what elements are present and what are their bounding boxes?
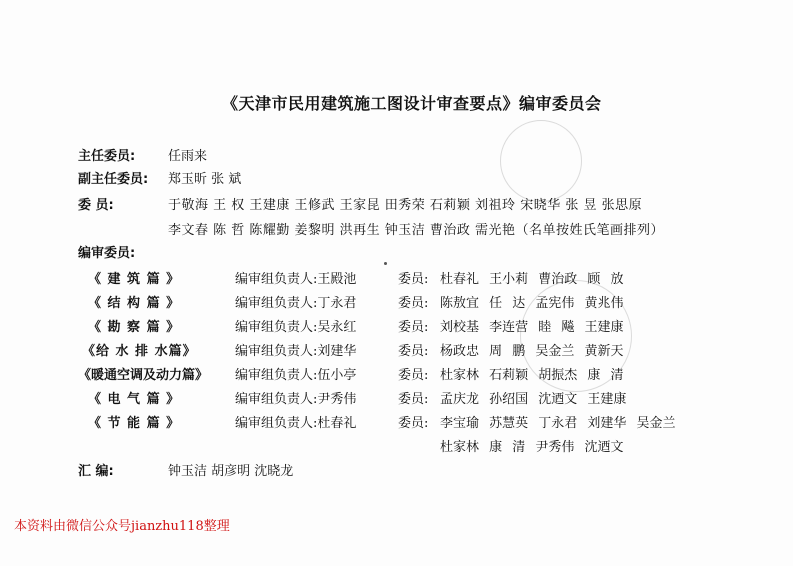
editors-label: 编审委员: xyxy=(78,246,136,261)
vice-director-label: 副主任委员: xyxy=(78,172,149,187)
section-members: 杜春礼 王小莉 曹治政 顾 放 xyxy=(440,272,624,287)
section-head-label: 编审组负责人: xyxy=(235,344,318,359)
section-head xyxy=(235,340,356,359)
section-members-label: 委员: xyxy=(398,344,429,359)
page-title: 《天津市民用建筑施工图设计审查要点》编审委员会 xyxy=(222,94,602,113)
compiler-names: 钟玉洁 胡彦明 沈晓龙 xyxy=(168,464,294,479)
source-note: 本资料由微信公众号jianzhu118整理 xyxy=(14,519,230,534)
section-head xyxy=(235,292,356,311)
section-name: 《 电 气 篇 》 xyxy=(88,392,181,407)
section-name: 《 结 构 篇 》 xyxy=(88,296,181,311)
section-head xyxy=(235,388,356,407)
section-head-label: 编审组负责人: xyxy=(235,296,318,311)
faint-stamp-mark xyxy=(500,120,582,202)
section-members: 陈敖宜 任 达 孟宪伟 黄兆伟 xyxy=(440,296,624,311)
section-head-name: 尹秀伟 xyxy=(317,392,357,407)
committee-label: 委 员: xyxy=(78,198,114,213)
section-head-name: 杜春礼 xyxy=(317,416,357,431)
scan-speck xyxy=(384,262,387,265)
section-members-label: 委员: xyxy=(398,296,429,311)
section-head-name: 丁永君 xyxy=(317,296,357,311)
section-members: 杨政忠 周 鹏 吴金兰 黄新天 xyxy=(440,344,624,359)
section-head xyxy=(235,364,356,383)
section-members-label: 委员: xyxy=(398,368,429,383)
section-name: 《 勘 察 篇 》 xyxy=(88,320,181,335)
section-head-label: 编审组负责人: xyxy=(235,272,318,287)
section-head-name: 王殿池 xyxy=(317,272,357,287)
compiler-label: 汇 编: xyxy=(78,464,114,479)
section-members-label: 委员: xyxy=(398,320,429,335)
section-name: 《 建 筑 篇 》 xyxy=(88,272,181,287)
committee-members-line2: 李文春 陈 哲 陈耀勤 姜黎明 洪再生 钟玉洁 曹治政 需光艳（名单按姓氏笔画排列） xyxy=(168,223,665,238)
section-members-label: 委员: xyxy=(398,392,429,407)
director-label: 主任委员: xyxy=(78,149,136,164)
section-head xyxy=(235,316,356,335)
section-members-label: 委员: xyxy=(398,272,429,287)
section-members: 孟庆龙 孙绍国 沈迺文 王建康 xyxy=(440,392,627,407)
section-members: 杜家林 石莉颖 胡振杰 康 清 xyxy=(440,368,624,383)
section-head-name: 刘建华 xyxy=(317,344,357,359)
committee-members-line1: 于敬海 王 权 王建康 王修武 王家昆 田秀荣 石莉颖 刘祖玲 宋晓华 张 昱 张思原 xyxy=(168,198,643,213)
section-name: 《 节 能 篇 》 xyxy=(88,416,181,431)
section-members-continued: 杜家林 康 清 尹秀伟 沈迺文 xyxy=(440,440,624,455)
section-head-label: 编审组负责人: xyxy=(235,416,318,431)
section-name: 《给 水 排 水篇》 xyxy=(82,344,197,359)
section-head xyxy=(235,412,356,431)
section-name: 《暖通空调及动力篇》 xyxy=(78,368,209,383)
section-members-label: 委员: xyxy=(398,416,429,431)
director-name: 任雨来 xyxy=(168,149,208,164)
section-members: 李宝瑜 苏慧英 丁永君 刘建华 吴金兰 xyxy=(440,416,676,431)
section-head-name: 吴永红 xyxy=(317,320,357,335)
section-head-label: 编审组负责人: xyxy=(235,368,318,383)
section-members: 刘校基 李连营 睦 飚 王建康 xyxy=(440,320,624,335)
section-head-name: 伍小亭 xyxy=(317,368,357,383)
section-head xyxy=(235,268,356,287)
section-head-label: 编审组负责人: xyxy=(235,320,318,335)
section-head-label: 编审组负责人: xyxy=(235,392,318,407)
vice-director-names: 郑玉昕 张 斌 xyxy=(168,172,242,187)
